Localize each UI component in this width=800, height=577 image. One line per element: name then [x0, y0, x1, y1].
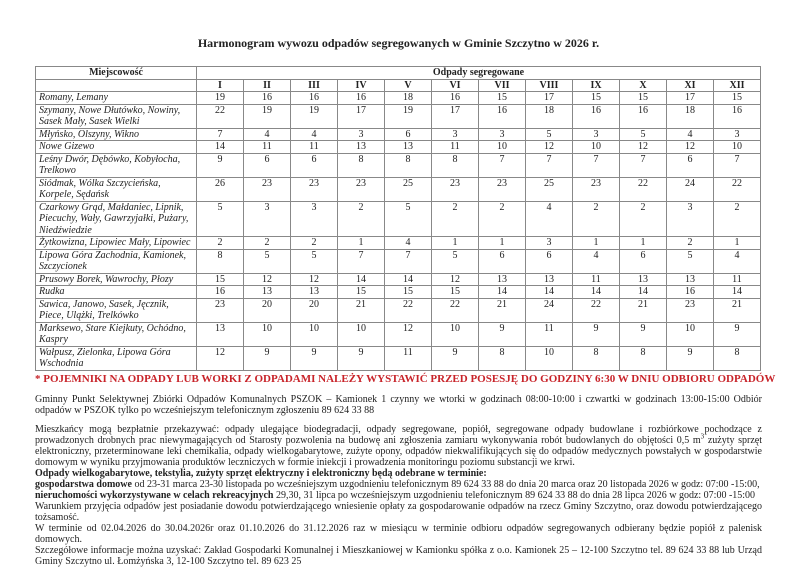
month-header: IX [573, 79, 620, 92]
pickup-day: 2 [667, 237, 714, 250]
pickup-day: 4 [526, 201, 573, 237]
pickup-day: 15 [197, 273, 244, 286]
pickup-day: 6 [479, 249, 526, 273]
month-header: VIII [526, 79, 573, 92]
pickup-day: 23 [244, 177, 291, 201]
location-header: Miejscowość [36, 67, 197, 80]
pickup-day: 2 [479, 201, 526, 237]
pickup-day: 14 [526, 286, 573, 299]
location-name: Lipowa Góra Zachodnia, Kamionek, Szczycionek [36, 249, 197, 273]
month-header: I [197, 79, 244, 92]
pickup-day: 5 [526, 128, 573, 141]
pickup-day: 11 [714, 273, 761, 286]
pickup-day: 15 [573, 92, 620, 105]
month-header: VI [432, 79, 479, 92]
pickup-day: 1 [573, 237, 620, 250]
pickup-day: 16 [244, 92, 291, 105]
pickup-day: 8 [714, 346, 761, 370]
recreational-line [35, 490, 762, 501]
pickup-day: 14 [479, 286, 526, 299]
pickup-day: 21 [479, 298, 526, 322]
pickup-day: 8 [573, 346, 620, 370]
pickup-day: 5 [667, 249, 714, 273]
pickup-day: 23 [573, 177, 620, 201]
table-row [36, 92, 761, 105]
pickup-day: 23 [432, 177, 479, 201]
pickup-day: 3 [573, 128, 620, 141]
location-name: Leśny Dwór, Dębówko, Kobyłocha, Trelkowo [36, 153, 197, 177]
pickup-day: 13 [385, 141, 432, 154]
location-name: Szymany, Nowe Dłutówko, Nowiny, Sasek Mały, Sasek Wielki [36, 104, 197, 128]
location-name: Wałpusz, Zielonka, Lipowa Góra Wschodnia [36, 346, 197, 370]
pickup-day: 12 [197, 346, 244, 370]
location-name: Romany, Lemany [36, 92, 197, 105]
pickup-day: 4 [714, 249, 761, 273]
location-name: Sawica, Janowo, Sasek, Jęcznik, Piece, Ulążki, Trelkówko [36, 298, 197, 322]
pickup-day: 7 [714, 153, 761, 177]
pickup-day: 1 [479, 237, 526, 250]
month-header: IV [338, 79, 385, 92]
table-row [36, 322, 761, 346]
pickup-day: 6 [667, 153, 714, 177]
pickup-day: 6 [291, 153, 338, 177]
pickup-day: 10 [244, 322, 291, 346]
residents-sup: 3 [700, 432, 705, 441]
pickup-day: 2 [432, 201, 479, 237]
pickup-day: 8 [338, 153, 385, 177]
pickup-day: 19 [244, 104, 291, 128]
month-header: V [385, 79, 432, 92]
pickup-day: 5 [432, 249, 479, 273]
pickup-day: 11 [526, 322, 573, 346]
month-header: II [244, 79, 291, 92]
pickup-day: 13 [197, 322, 244, 346]
pickup-day: 14 [197, 141, 244, 154]
pickup-day: 3 [479, 128, 526, 141]
pickup-day: 10 [432, 322, 479, 346]
pickup-day: 14 [714, 286, 761, 299]
pickup-day: 5 [244, 249, 291, 273]
pickup-day: 14 [620, 286, 667, 299]
pickup-day: 12 [432, 273, 479, 286]
bulky-info [35, 468, 762, 567]
recreational-text: 29,30, 31 lipca po wcześniejszym uzgodnieniu telefonicznym 89 624 33 88 do dnia 28 lipca 2026 w godz: 07:00 -15:00 [273, 489, 756, 501]
households-text: od 23-31 marca 23-30 listopada po wcześniejszym uzgodnieniu telefonicznym 89 624 33 88 do dnia 20 marca oraz 20 listopada 2026 w godz: 07:00 -15:00, [131, 478, 760, 490]
pickup-day: 8 [479, 346, 526, 370]
pickup-day: 16 [620, 104, 667, 128]
pickup-day: 3 [667, 201, 714, 237]
pickup-day: 18 [667, 104, 714, 128]
pickup-day: 15 [620, 92, 667, 105]
pickup-day: 4 [385, 237, 432, 250]
pickup-day: 2 [197, 237, 244, 250]
location-name: Żytkowizna, Lipowiec Mały, Lipowiec [36, 237, 197, 250]
pickup-day: 2 [620, 201, 667, 237]
pickup-day: 16 [291, 92, 338, 105]
pickup-day: 5 [197, 201, 244, 237]
pickup-day: 1 [338, 237, 385, 250]
households-line [35, 479, 762, 490]
pickup-day: 15 [338, 286, 385, 299]
pickup-day: 19 [291, 104, 338, 128]
pickup-day: 24 [526, 298, 573, 322]
pickup-day: 7 [479, 153, 526, 177]
pickup-day: 9 [620, 322, 667, 346]
pickup-day: 18 [526, 104, 573, 128]
pickup-day: 23 [667, 298, 714, 322]
segregated-header: Odpady segregowane [197, 67, 761, 80]
pickup-day: 18 [385, 92, 432, 105]
pickup-day: 7 [573, 153, 620, 177]
pickup-day: 3 [714, 128, 761, 141]
pickup-day: 4 [573, 249, 620, 273]
pickup-day: 9 [244, 346, 291, 370]
location-name: Siódmak, Wólka Szczycieńska, Korpele, Sędańsk [36, 177, 197, 201]
pickup-day: 22 [620, 177, 667, 201]
month-header: X [620, 79, 667, 92]
pickup-day: 7 [197, 128, 244, 141]
pickup-day: 9 [197, 153, 244, 177]
location-name: Nowe Gizewo [36, 141, 197, 154]
pickup-day: 3 [432, 128, 479, 141]
location-name: Młyńsko, Olszyny, Wikno [36, 128, 197, 141]
table-row [36, 286, 761, 299]
pickup-day: 10 [573, 141, 620, 154]
location-name: Prusowy Borek, Wawrochy, Płozy [36, 273, 197, 286]
pickup-day: 16 [479, 104, 526, 128]
pickup-day: 12 [620, 141, 667, 154]
pickup-day: 6 [385, 128, 432, 141]
pickup-day: 16 [197, 286, 244, 299]
pickup-day: 7 [620, 153, 667, 177]
schedule-table [35, 66, 761, 371]
pickup-day: 21 [714, 298, 761, 322]
pickup-day: 3 [338, 128, 385, 141]
table-row [36, 273, 761, 286]
pickup-day: 13 [244, 286, 291, 299]
pickup-day: 20 [244, 298, 291, 322]
pickup-day: 25 [385, 177, 432, 201]
pickup-day: 8 [620, 346, 667, 370]
pickup-day: 1 [432, 237, 479, 250]
pickup-day: 8 [385, 153, 432, 177]
pickup-day: 2 [714, 201, 761, 237]
info-line: Szczegółowe informacje można uzyskać: Zakład Gospodarki Komunalnej i Mieszkaniowej w Kamionku spółka z o.o. Kamionek 25 – 12-100 Szczytno tel. 89 624 33 88 lub Urząd Gminy Szczytno ul. Łomżyńska 3, 12-100 Szczytno tel. 89 623 25 [35, 544, 762, 567]
pickup-day: 8 [432, 153, 479, 177]
pickup-day: 12 [244, 273, 291, 286]
month-header: III [291, 79, 338, 92]
pickup-day: 22 [573, 298, 620, 322]
pickup-day: 11 [432, 141, 479, 154]
table-row [36, 177, 761, 201]
pickup-day: 13 [620, 273, 667, 286]
ash-line: W terminie od 02.04.2026 do 30.04.2026r oraz 01.10.2026 do 31.12.2026 raz w miesiącu w terminie odbioru odpadów segregowanych odbierany będzie popiół z palenisk domowych. [35, 522, 762, 545]
month-header-row [36, 79, 761, 92]
pickup-day: 2 [244, 237, 291, 250]
pickup-day: 14 [338, 273, 385, 286]
pickup-day: 16 [432, 92, 479, 105]
pickup-day: 3 [526, 237, 573, 250]
pickup-day: 13 [526, 273, 573, 286]
table-header-row [36, 67, 761, 80]
pickup-day: 21 [338, 298, 385, 322]
pickup-day: 25 [526, 177, 573, 201]
pickup-day: 10 [291, 322, 338, 346]
pickup-day: 22 [432, 298, 479, 322]
pickup-day: 7 [385, 249, 432, 273]
pickup-day: 13 [338, 141, 385, 154]
pickup-day: 16 [714, 104, 761, 128]
pickup-day: 23 [479, 177, 526, 201]
pickup-day: 13 [291, 286, 338, 299]
pickup-day: 11 [244, 141, 291, 154]
households-label: gospodarstwa domowe [35, 478, 132, 490]
pszok-info: Gminny Punkt Selektywnej Zbiórki Odpadów Komunalnych PSZOK – Kamionek 1 czynny we wtorki w godzinach 08:00-10:00 i czwartki w godzinach 13:00-15:00 Odbiór odpadów w PSZOK tylko po wcześniejszym telefonicznym zgłoszeniu 89 624 33 88 [35, 393, 762, 416]
pickup-day: 11 [573, 273, 620, 286]
table-row [36, 128, 761, 141]
pickup-day: 15 [432, 286, 479, 299]
pickup-day: 6 [526, 249, 573, 273]
pickup-day: 15 [385, 286, 432, 299]
pickup-day: 17 [667, 92, 714, 105]
condition-line: Warunkiem przyjęcia odpadów jest posiadanie dowodu potwierdzającego wniesienie opłaty za gospodarowanie odpadów na rzecz Gminy Szczytno, oraz dowodu potwierdzającego tożsamość. [35, 500, 762, 523]
pickup-day: 19 [197, 92, 244, 105]
pickup-day: 17 [526, 92, 573, 105]
pickup-day: 10 [667, 322, 714, 346]
document-title: Harmonogram wywozu odpadów segregowanych w Gminie Szczytno w 2026 r. [197, 36, 600, 50]
pickup-day: 17 [338, 104, 385, 128]
table-row [36, 141, 761, 154]
pickup-day: 3 [291, 201, 338, 237]
pickup-day: 9 [479, 322, 526, 346]
table-row [36, 249, 761, 273]
pickup-day: 23 [291, 177, 338, 201]
pickup-day: 9 [291, 346, 338, 370]
pickup-day: 23 [197, 298, 244, 322]
pickup-day: 6 [244, 153, 291, 177]
pickup-day: 4 [291, 128, 338, 141]
pickup-day: 22 [197, 104, 244, 128]
pickup-day: 13 [479, 273, 526, 286]
pickup-day: 4 [667, 128, 714, 141]
pickup-day: 10 [526, 346, 573, 370]
residents-info [35, 424, 762, 468]
residents-text-b: zużyty sprzęt elektroniczny, przeterminowane leki chemikalia, odpady wielkogabarytowe, zużyte opony, odpadów niekwalifikujących się do odpadów medycznych powstałych w gospodarstwie domowym w wyniku przyjmowania produktów leczniczych w formie iniekcji i prowadzenia monitoringu poziomu substancji we krwi. [35, 434, 762, 468]
pickup-day: 15 [714, 92, 761, 105]
pickup-day: 10 [338, 322, 385, 346]
pickup-day: 16 [667, 286, 714, 299]
pickup-day: 24 [667, 177, 714, 201]
pickup-day: 22 [714, 177, 761, 201]
month-header: XI [667, 79, 714, 92]
pickup-day: 12 [667, 141, 714, 154]
pickup-day: 5 [620, 128, 667, 141]
empty-header-cell [36, 79, 197, 92]
pickup-day: 19 [385, 104, 432, 128]
pickup-day: 21 [620, 298, 667, 322]
pickup-day: 11 [385, 346, 432, 370]
pickup-day: 7 [526, 153, 573, 177]
residents-text-a: Mieszkańcy mogą bezpłatnie przekazywać: odpady ulegające biodegradacji, odpady segregowane, popiół, segregowane odpady budowlane i rozbiórkowe pochodzące z prowadzonych drobnych prac niewymagających od Starosty pozwolenia na budowę ani zgłoszenia zamiaru wykonywania robót budowlanych do objętości 0,5 m [35, 423, 762, 446]
pickup-day: 9 [714, 322, 761, 346]
location-name: Marksewo, Stare Kiejkuty, Ochódno, Kaspry [36, 322, 197, 346]
pickup-day: 1 [620, 237, 667, 250]
recreational-label: nieruchomości wykorzystywane w celach rekreacyjnych [35, 489, 274, 501]
pickup-day: 16 [573, 104, 620, 128]
month-header: XII [714, 79, 761, 92]
pickup-day: 20 [291, 298, 338, 322]
pickup-day: 14 [385, 273, 432, 286]
pickup-day: 9 [667, 346, 714, 370]
pickup-day: 1 [714, 237, 761, 250]
table-row [36, 346, 761, 370]
pickup-day: 14 [573, 286, 620, 299]
month-header: VII [479, 79, 526, 92]
table-row [36, 153, 761, 177]
pickup-day: 22 [385, 298, 432, 322]
pickup-day: 2 [291, 237, 338, 250]
pickup-day: 10 [479, 141, 526, 154]
pickup-day: 8 [197, 249, 244, 273]
table-row [36, 104, 761, 128]
table-row [36, 201, 761, 237]
location-name: Rudka [36, 286, 197, 299]
pickup-day: 9 [432, 346, 479, 370]
pickup-day: 13 [667, 273, 714, 286]
pickup-day: 10 [714, 141, 761, 154]
bulky-heading: Odpady wielkogabarytowe, tekstylia, zużyty sprzęt elektryczny i elektroniczny będą odebrane w terminie: [35, 467, 487, 479]
notice: * POJEMNIKI NA ODPADY LUB WORKI Z ODPADAMI NALEŻY WYSTAWIĆ PRZED POSESJĘ DO GODZINY 6:30 W DNIU ODBIORU ODPADÓW [35, 372, 776, 385]
pickup-day: 26 [197, 177, 244, 201]
pickup-day: 9 [573, 322, 620, 346]
table-row [36, 237, 761, 250]
pickup-day: 12 [385, 322, 432, 346]
location-name: Czarkowy Grąd, Małdaniec, Lipnik, Piecuchy, Wały, Gawrzyjałki, Pużary, Niedźwiedzie [36, 201, 197, 237]
pickup-day: 6 [620, 249, 667, 273]
pickup-day: 17 [432, 104, 479, 128]
pickup-day: 12 [526, 141, 573, 154]
pickup-day: 23 [338, 177, 385, 201]
pickup-day: 5 [291, 249, 338, 273]
pickup-day: 9 [338, 346, 385, 370]
pickup-day: 15 [479, 92, 526, 105]
pickup-day: 2 [338, 201, 385, 237]
pickup-day: 11 [291, 141, 338, 154]
pickup-day: 12 [291, 273, 338, 286]
pickup-day: 16 [338, 92, 385, 105]
table-row [36, 298, 761, 322]
pickup-day: 5 [385, 201, 432, 237]
pickup-day: 2 [573, 201, 620, 237]
pickup-day: 7 [338, 249, 385, 273]
pickup-day: 4 [244, 128, 291, 141]
pickup-day: 3 [244, 201, 291, 237]
